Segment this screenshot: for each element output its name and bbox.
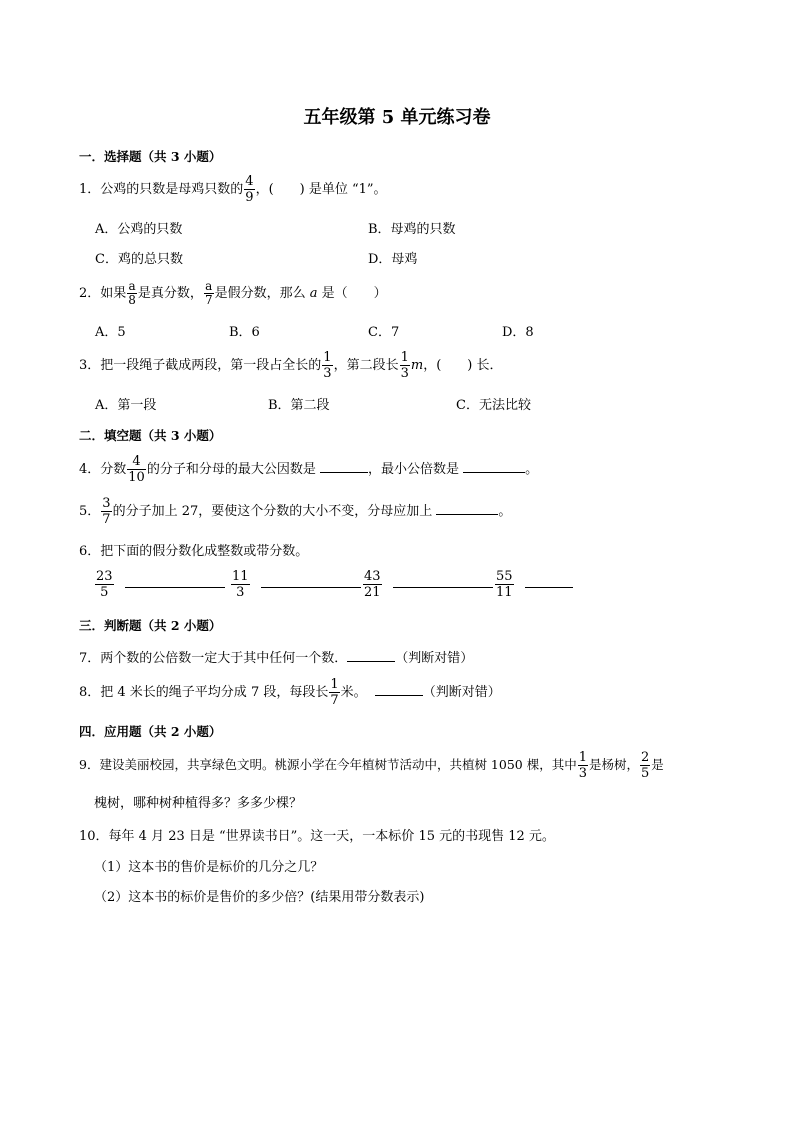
answer-blank[interactable] [463,462,525,473]
fraction-item [94,569,225,600]
fraction: $\frac{a}{7}$ [204,279,213,307]
question-text: 是（ ） [321,286,387,301]
question-text: 8．把 4 米长的绳子平均分成 7 段，每段长 [79,685,329,700]
option-d[interactable]: D．母鸡 [368,252,418,267]
fraction: $\frac{1}{7}$ [330,677,339,708]
fraction: $\frac{11}{3}$ [232,569,249,600]
question-text: 的分子和分母的最大公因数是 [146,462,316,477]
section-heading-application: 四．应用题（共 2 小题） [79,724,222,739]
answer-blank[interactable] [125,577,225,588]
fraction: $\frac{a}{8}$ [128,279,136,307]
section-heading-choice: 一．选择题（共 3 小题） [79,149,222,164]
fraction: $\frac{1}{3}$ [323,350,332,381]
answer-blank[interactable] [261,577,361,588]
question-9-continued: 槐树，哪种树种植得多？多多少棵？ [94,796,303,811]
question-2 [79,280,387,307]
fraction: $\frac{4}{9}$ [245,174,254,205]
question-7 [79,647,473,666]
question-text: 2．如果 [79,286,127,301]
fraction-item [230,569,361,600]
section-heading-fill: 二．填空题（共 3 小题） [79,428,222,443]
page-title: 五年级第 5 单元练习卷 [303,107,491,128]
option-a[interactable]: A．5 [95,325,126,340]
fraction: $\frac{4}{10}$ [128,454,145,485]
question-10: 10．每年 4 月 23 日是 “世界读书日”。这一天，一本标价 15 元的书现售 12 元。 [79,829,555,844]
question-text: 是真分数， [137,286,203,301]
question-text: （判断对错） [395,651,474,666]
fraction: $\frac{1}{3}$ [578,750,587,781]
option-b[interactable]: B．6 [229,325,260,340]
option-c[interactable]: C．7 [368,325,400,340]
fraction: $\frac{23}{5}$ [96,569,113,600]
question-text: ，( ) 是单位 “1”。 [255,182,387,197]
question-text: ，第二段长 [333,358,399,373]
answer-blank[interactable] [436,504,498,515]
answer-blank[interactable] [393,577,493,588]
question-text: 7．两个数的公倍数一定大于其中任何一个数． [79,651,348,666]
answer-blank[interactable] [525,577,573,588]
fraction: $\frac{2}{5}$ [641,750,650,781]
question-text: 是假分数，那么 [214,286,306,301]
question-text: 是 [651,757,664,772]
question-10-part-2: （2）这本书的标价是售价的多少倍？(结果用带分数表示) [94,890,425,905]
answer-blank[interactable] [347,651,395,662]
section-heading-judge: 三．判断题（共 2 小题） [79,618,222,633]
question-text: ，( ) 长． [423,358,503,373]
option-c[interactable]: C．无法比较 [456,398,531,413]
fraction: $\frac{1}{3}$ [400,350,409,381]
question-text: 的分子加上 27，要使这个分数的大小不变，分母应加上 [112,504,433,519]
question-text: 1．公鸡的只数是母鸡只数的 [79,182,244,197]
question-10-part-1: （1）这本书的售价是标价的几分之几？ [94,860,324,875]
question-text: 。 [525,462,539,477]
question-text: 米。 [340,685,367,700]
question-text: 5． [79,504,101,519]
question-text: （判断对错） [422,685,501,700]
variable: a [309,286,318,301]
question-9 [79,750,664,781]
question-4 [79,454,538,485]
question-5 [79,496,511,527]
question-text: 。 [498,504,512,519]
fraction-item [362,569,493,600]
fraction: $\frac{43}{21}$ [364,569,381,600]
option-b[interactable]: B．第二段 [268,398,330,413]
question-text: 9．建设美丽校园，共享绿色文明。桃源小学在今年植树节活动中，共植树 1050 棵，其中 [79,757,577,772]
option-a[interactable]: A．公鸡的只数 [95,222,183,237]
question-text: 4．分数 [79,462,127,477]
question-3 [79,350,502,381]
fraction-item [494,569,573,600]
question-text: ，最小公倍数是 [367,462,459,477]
fraction: $\frac{3}{7}$ [102,496,111,527]
fraction: $\frac{55}{11}$ [496,569,513,600]
answer-blank[interactable] [320,462,368,473]
option-a[interactable]: A．第一段 [95,398,157,413]
question-8 [79,677,501,708]
question-text: 是杨树， [589,757,640,772]
unit: m [410,358,424,373]
question-6: 6．把下面的假分数化成整数或带分数。 [79,544,309,559]
option-c[interactable]: C．鸡的总只数 [95,252,183,267]
question-text: 3．把一段绳子截成两段，第一段占全长的 [79,358,322,373]
answer-blank[interactable] [375,685,423,696]
option-b[interactable]: B．母鸡的只数 [368,222,456,237]
question-1 [79,174,387,205]
option-d[interactable]: D．8 [502,325,534,340]
